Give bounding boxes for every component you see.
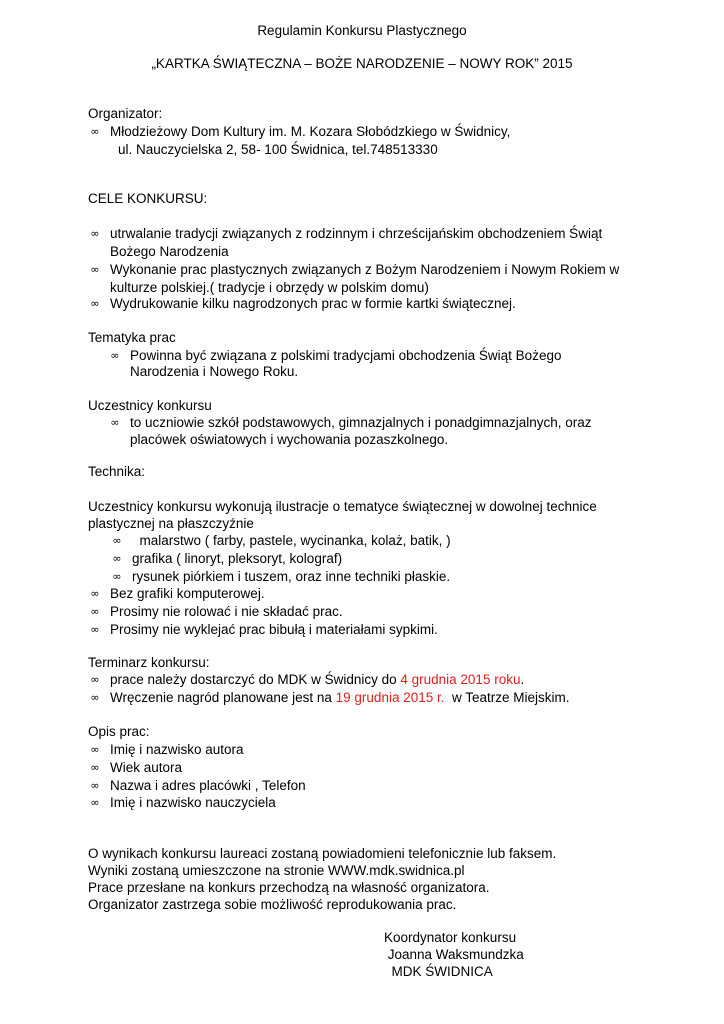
bullet-icon: ∞ xyxy=(90,691,100,704)
bullet-icon: ∞ xyxy=(90,761,100,774)
bullet-icon: ∞ xyxy=(90,743,100,756)
technique-heading: Technika: xyxy=(88,464,146,479)
bullet-icon: ∞ xyxy=(90,297,100,310)
technique-sub-item: ∞ malarstwo ( farby, pastele, wycinanka, kolaż, batik, ) xyxy=(110,532,451,550)
technique-sub-item: ∞ rysunek piórkiem i tuszem, oraz inne techniki płaskie. xyxy=(110,568,450,586)
bullet-icon: ∞ xyxy=(110,349,120,362)
theme-heading: Tematyka prac xyxy=(88,330,176,345)
bullet-icon: ∞ xyxy=(90,263,100,276)
award-date: 19 grudnia 2015 r. xyxy=(335,690,445,705)
goals-item-continued: Bożego Narodzenia xyxy=(110,244,229,259)
bullet-icon: ∞ xyxy=(112,552,122,565)
goals-item: ∞ Wydrukowanie kilku nagrodzonych prac w formie kartki świątecznej. xyxy=(88,295,516,313)
technique-item: ∞ Prosimy nie wyklejać prac bibułą i materiałami sypkimi. xyxy=(88,621,438,639)
bullet-icon: ∞ xyxy=(90,779,100,792)
technique-sub-item: ∞ grafika ( linoryt, pleksoryt, kolograf) xyxy=(110,550,342,568)
bullet-icon: ∞ xyxy=(90,605,100,618)
participants-item-continued: placówek oświatowych i wychowania pozaszkolnego. xyxy=(130,432,449,447)
schedule-heading: Terminarz konkursu: xyxy=(88,655,210,670)
bullet-icon: ∞ xyxy=(112,534,122,547)
bullet-icon: ∞ xyxy=(90,125,100,138)
goals-item: ∞ utrwalanie tradycji związanych z rodzinnym i chrześcijańskim obchodzeniem Świąt xyxy=(88,225,602,243)
technique-intro: Uczestnicy konkursu wykonują ilustracje o tematyce świątecznej w dowolnej technice xyxy=(88,499,597,514)
organizer-line: ∞ Młodzieżowy Dom Kultury im. M. Kozara Słobódzkiego w Świdnicy, xyxy=(88,123,510,141)
bullet-icon: ∞ xyxy=(112,570,122,583)
closing-line: Prace przesłane na konkurs przechodzą na własność organizatora. xyxy=(88,880,490,895)
bullet-icon: ∞ xyxy=(90,587,100,600)
organizer-address: ul. Nauczycielska 2, 58- 100 Świdnica, tel.748513330 xyxy=(118,142,438,157)
document-subtitle: „KARTKA ŚWIĄTECZNA – BOŻE NARODZENIE – NOWY ROK” 2015 xyxy=(151,56,573,71)
goals-item-continued: kulturze polskiej.( tradycje i obrzędy w polskim domu) xyxy=(110,280,429,295)
closing-line: O wynikach konkursu laureaci zostaną powiadomieni telefonicznie lub faksem. xyxy=(88,846,557,861)
theme-item-continued: Narodzenia i Nowego Roku. xyxy=(130,364,299,379)
organizer-heading: Organizator: xyxy=(88,106,163,121)
theme-item: ∞ Powinna być związana z polskimi tradycjami obchodzenia Świąt Bożego xyxy=(108,347,561,365)
schedule-item: ∞ Wręczenie nagród planowane jest na 19 grudnia 2015 r. w Teatrze Miejskim. xyxy=(88,689,570,707)
closing-line: Wyniki zostaną umieszczone na stronie WWW.mdk.swidnica.pl xyxy=(88,863,465,878)
goals-heading: CELE KONKURSU: xyxy=(88,191,208,206)
signature-institution: MDK ŚWIDNICA xyxy=(384,964,493,979)
bullet-icon: ∞ xyxy=(90,673,100,686)
bullet-icon: ∞ xyxy=(110,416,120,429)
signature-name: Joanna Waksmundzka xyxy=(384,947,524,962)
document-title: Regulamin Konkursu Plastycznego xyxy=(257,23,467,38)
technique-intro-continued: plastycznej na płaszczyźnie xyxy=(88,516,254,531)
participants-heading: Uczestnicy konkursu xyxy=(88,398,212,413)
participants-item: ∞ to uczniowie szkół podstawowych, gimnazjalnych i ponadgimnazjalnych, oraz xyxy=(108,414,592,432)
technique-item: ∞ Bez grafiki komputerowej. xyxy=(88,585,265,603)
deadline-date: 4 grudnia 2015 roku xyxy=(400,672,521,687)
description-item: ∞ Nazwa i adres placówki , Telefon xyxy=(88,777,306,795)
description-item: ∞ Imię i nazwisko autora xyxy=(88,741,244,759)
bullet-icon: ∞ xyxy=(90,796,100,809)
schedule-item: ∞ prace należy dostarczyć do MDK w Świdnicy do 4 grudnia 2015 roku. xyxy=(88,671,524,689)
bullet-icon: ∞ xyxy=(90,623,100,636)
description-item: ∞ Wiek autora xyxy=(88,759,182,777)
signature-role: Koordynator konkursu xyxy=(384,930,517,945)
closing-line: Organizator zastrzega sobie możliwość reprodukowania prac. xyxy=(88,897,457,912)
bullet-icon: ∞ xyxy=(90,227,100,240)
technique-item: ∞ Prosimy nie rolować i nie składać prac. xyxy=(88,603,343,621)
description-heading: Opis prac: xyxy=(88,724,150,739)
description-item: ∞ Imię i nazwisko nauczyciela xyxy=(88,794,276,812)
goals-item: ∞ Wykonanie prac plastycznych związanych z Bożym Narodzeniem i Nowym Rokiem w xyxy=(88,261,619,279)
